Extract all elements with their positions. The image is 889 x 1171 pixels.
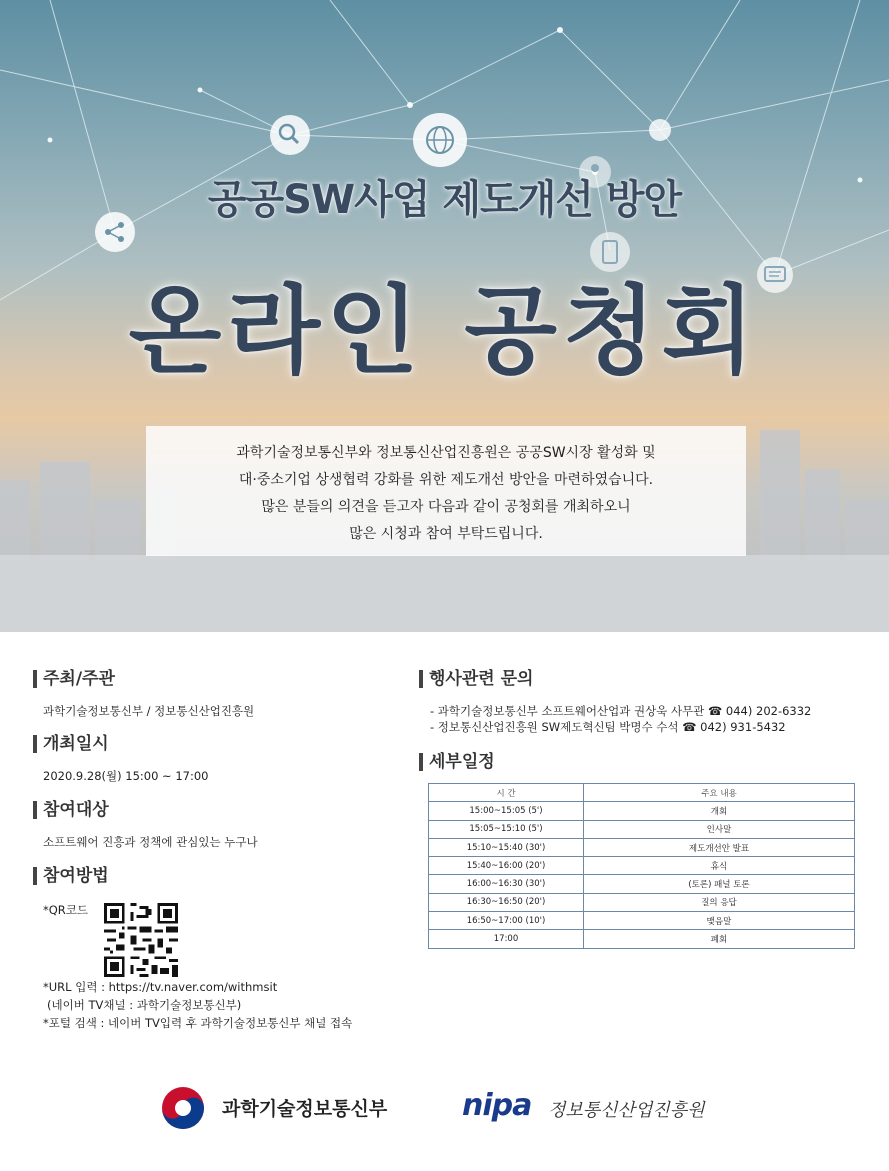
- intro-box: [146, 426, 746, 556]
- intro-line: 대·중소기업 상생협력 강화를 위한 제도개선 방안을 마련하였습니다.: [238, 472, 654, 488]
- datetime-heading: 개최일시: [33, 735, 109, 753]
- table-row: [429, 912, 855, 930]
- column-header: 시 간: [429, 784, 584, 802]
- content-cell: 휴식: [584, 857, 855, 875]
- nipa-name: 정보통신산업진흥원: [548, 1100, 705, 1121]
- method-heading: 참여방법: [33, 867, 109, 885]
- schedule-heading: 세부일정: [419, 753, 495, 771]
- content-cell: 인사말: [584, 820, 855, 838]
- schedule-table: [428, 783, 855, 949]
- table-row: [429, 893, 855, 911]
- contact-heading: 행사관련 문의: [419, 670, 533, 688]
- url-line: *URL 입력 : https://tv.naver.com/withmsit: [43, 980, 278, 994]
- audience-heading: 참여대상: [33, 801, 109, 819]
- contact-line: - 과학기술정보통신부 소프트웨어산업과 권상욱 사무관 ☎ 044) 202-6332: [430, 704, 812, 718]
- time-cell: 16:00~16:30 (30'): [429, 875, 584, 893]
- qr-code[interactable]: [104, 903, 178, 977]
- content-cell: 맺음말: [584, 912, 855, 930]
- table-header-row: [429, 784, 855, 802]
- taegeuk-logo-icon: [160, 1085, 206, 1131]
- event-title: 온라인 공청회: [128, 275, 761, 387]
- time-cell: 17:00: [429, 930, 584, 948]
- contact-line: - 정보통신산업진흥원 SW제도혁신팀 박명수 수석 ☎ 042) 931-5432: [430, 720, 786, 734]
- portal-line: *포털 검색 : 네이버 TV입력 후 과학기술정보통신부 채널 접속: [43, 1016, 353, 1030]
- column-header: 주요 내용: [584, 784, 855, 802]
- node-icon: [649, 119, 671, 141]
- time-cell: 15:05~15:10 (5'): [429, 820, 584, 838]
- host-text: 과학기술정보통신부 / 정보통신산업진흥원: [43, 704, 255, 718]
- table-row: [429, 820, 855, 838]
- datetime-text: 2020.9.28(월) 15:00 ~ 17:00: [43, 769, 209, 783]
- content-cell: 개회: [584, 802, 855, 820]
- intro-line: 많은 분들의 의견을 듣고자 다음과 같이 공청회를 개최하오니: [261, 499, 631, 515]
- time-cell: 15:00~15:05 (5'): [429, 802, 584, 820]
- content-cell: (토론) 패널 토론: [584, 875, 855, 893]
- intro-line: 과학기술정보통신부와 정보통신산업진흥원은 공공SW시장 활성화 및: [236, 445, 656, 461]
- content-cell: 폐회: [584, 930, 855, 948]
- event-subtitle: 공공SW사업 제도개선 방안: [207, 177, 682, 223]
- table-row: [429, 802, 855, 820]
- table-row: [429, 930, 855, 948]
- msit-name: 과학기술정보통신부: [222, 1098, 388, 1120]
- globe-icon: [413, 113, 467, 167]
- search-icon: [270, 115, 310, 155]
- audience-text: 소프트웨어 진흥과 정책에 관심있는 누구나: [43, 835, 258, 849]
- content-cell: 제도개선안 발표: [584, 838, 855, 856]
- table-row: [429, 838, 855, 856]
- nipa-logo: nipa: [462, 1088, 532, 1123]
- time-cell: 16:30~16:50 (20'): [429, 893, 584, 911]
- time-cell: 15:40~16:00 (20'): [429, 857, 584, 875]
- channel-line: (네이버 TV채널 : 과학기술정보통신부): [47, 998, 242, 1012]
- time-cell: 15:10~15:40 (30'): [429, 838, 584, 856]
- qr-label: *QR코드: [43, 903, 89, 917]
- time-cell: 16:50~17:00 (10'): [429, 912, 584, 930]
- table-row: [429, 875, 855, 893]
- intro-line: 많은 시청과 참여 부탁드립니다.: [349, 526, 543, 542]
- host-heading: 주최/주관: [33, 670, 115, 688]
- table-row: [429, 857, 855, 875]
- content-cell: 질의 응답: [584, 893, 855, 911]
